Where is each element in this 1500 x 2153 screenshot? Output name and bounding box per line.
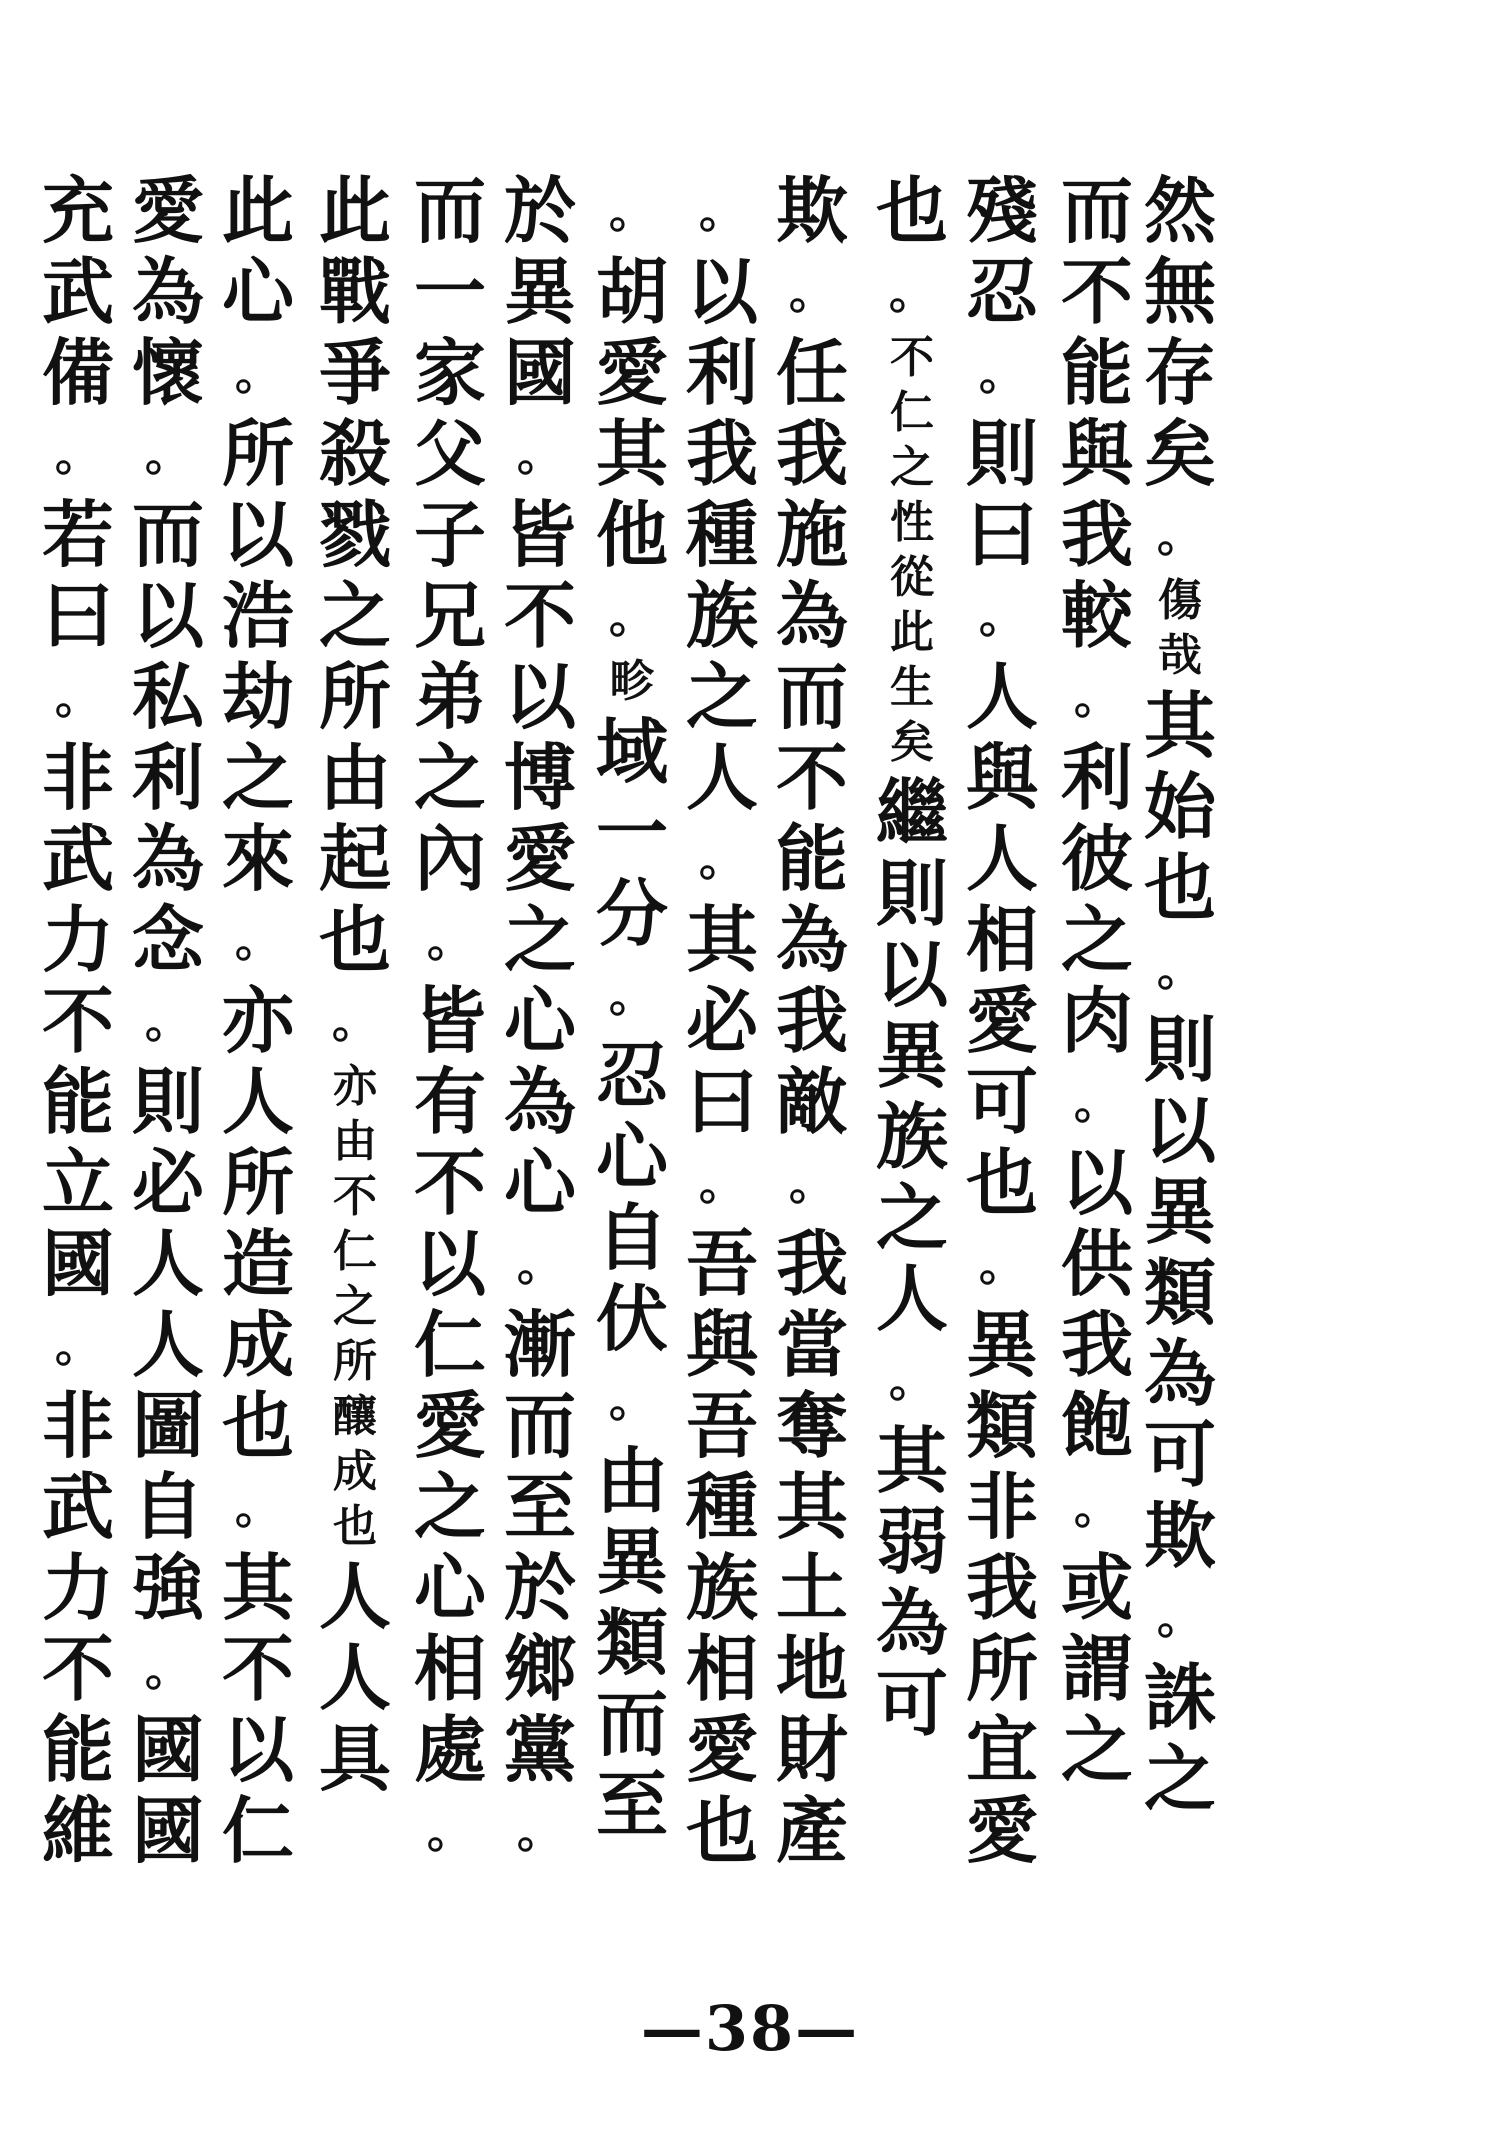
text-character: 一 [595,790,668,875]
punctuation-mark: 。 [235,1480,281,1534]
text-character: 人 [318,1635,391,1720]
text-character: 然 [1143,168,1216,253]
text-character: 弟 [413,654,486,739]
text-character: 心 [503,978,576,1063]
text-character: 必 [131,1140,204,1225]
text-character: 武 [41,1464,114,1549]
text-character: 任 [775,330,848,415]
text-character: 以 [503,654,576,739]
text-character: 曰 [965,492,1038,577]
text-character: 不 [775,735,848,820]
text-character: 與 [685,1302,758,1387]
text-character: 族 [685,573,758,658]
annotation-character: 此 [890,607,934,658]
punctuation-mark: 。 [1157,1590,1203,1644]
text-character: 心 [413,1545,486,1630]
text-character: 為 [131,816,204,901]
text-character: 之 [685,654,758,739]
text-character: 產 [775,1788,848,1873]
text-character: 能 [41,1707,114,1792]
text-character: 愛 [413,1383,486,1468]
text-character: 以 [1143,1088,1216,1173]
text-character: 此 [318,168,391,253]
text-character: 伏 [595,1276,668,1361]
text-character: 他 [595,492,668,577]
text-character: 為 [1143,1331,1216,1416]
text-character: 劫 [221,654,294,739]
text-character: 與 [1060,411,1133,496]
text-character: 我 [775,411,848,496]
text-character: 以 [1060,1140,1133,1225]
text-character: 父 [413,411,486,496]
text-character: 力 [41,897,114,982]
text-character: 矣 [1143,411,1216,496]
punctuation-mark: 。 [1157,508,1203,562]
text-character: 戮 [318,492,391,577]
text-character: 其 [685,897,758,982]
punctuation-mark: 。 [979,1237,1025,1291]
text-character: 族 [875,1094,948,1179]
punctuation-mark: 。 [517,1237,563,1291]
text-character: 以 [685,249,758,334]
text-character: 也 [318,897,391,982]
text-character: 也 [965,1140,1038,1225]
text-character: 謂 [1060,1626,1133,1711]
text-character: 不 [503,573,576,658]
text-character: 類 [1143,1250,1216,1335]
annotation-character: 仁 [333,1226,377,1277]
text-character: 欺 [775,168,848,253]
text-character: 相 [965,897,1038,982]
text-character: 不 [41,978,114,1063]
text-character: 異 [595,1519,668,1604]
annotation-character: 所 [333,1336,377,1387]
text-character: 自 [595,1195,668,1280]
text-character: 人 [318,1554,391,1639]
punctuation-mark: 。 [235,913,281,967]
text-character: 國 [503,330,576,415]
text-character: 存 [1143,330,1216,415]
annotation-character: 成 [333,1446,377,1497]
text-character: 異 [1143,1169,1216,1254]
text-character: 曰 [685,1059,758,1144]
text-character: 吾 [685,1221,758,1306]
text-character: 博 [503,735,576,820]
text-character: 造 [221,1221,294,1306]
annotation-character: 矣 [890,717,934,768]
punctuation-mark: 。 [145,427,191,481]
text-character: 土 [775,1545,848,1630]
text-character: 念 [131,897,204,982]
punctuation-mark: 。 [517,427,563,481]
text-character: 其 [875,1418,948,1503]
punctuation-mark: 。 [55,1318,101,1372]
punctuation-mark: 。 [609,589,655,643]
text-character: 皆 [503,492,576,577]
text-character: 財 [775,1707,848,1792]
text-character: 也 [685,1788,758,1873]
text-character: 所 [318,654,391,739]
punctuation-mark: 。 [699,184,745,238]
punctuation-mark: 。 [699,832,745,886]
punctuation-mark: 。 [1157,942,1203,996]
text-character: 人 [965,816,1038,901]
text-character: 國 [41,1221,114,1306]
text-character: 可 [1143,1412,1216,1497]
text-character: 備 [41,330,114,415]
text-character: 戰 [318,249,391,334]
text-character: 圖 [131,1383,204,1468]
text-character: 可 [965,1059,1038,1144]
text-character: 為 [775,897,848,982]
punctuation-mark: 。 [1074,670,1120,724]
text-character: 則 [965,411,1038,496]
text-character: 相 [685,1626,758,1711]
text-character: 非 [41,1383,114,1468]
annotation-character: 生 [890,662,934,713]
text-character: 浩 [221,573,294,658]
text-character: 種 [685,492,758,577]
text-character: 漸 [503,1302,576,1387]
text-character: 立 [41,1140,114,1225]
text-character: 奪 [775,1383,848,1468]
text-character: 而 [413,168,486,253]
text-character: 之 [221,735,294,820]
text-character: 以 [221,492,294,577]
text-character: 忍 [965,249,1038,334]
text-character: 之 [503,897,576,982]
text-character: 類 [965,1383,1038,1468]
text-character: 由 [595,1438,668,1523]
text-character: 心 [221,249,294,334]
annotation-character: 不 [890,332,934,383]
text-character: 供 [1060,1221,1133,1306]
text-character: 之 [1060,897,1133,982]
text-character: 則 [875,851,948,936]
text-character: 吾 [685,1383,758,1468]
text-character: 胡 [595,249,668,334]
punctuation-mark: 。 [145,994,191,1048]
text-character: 亦 [221,978,294,1063]
text-character: 而 [503,1383,576,1468]
text-character: 不 [413,1140,486,1225]
text-character: 若 [41,492,114,577]
text-character: 也 [221,1383,294,1468]
text-character: 為 [131,249,204,334]
annotation-character: 性 [890,497,934,548]
punctuation-mark: 。 [55,427,101,481]
text-character: 我 [1060,1302,1133,1387]
text-character: 兄 [413,573,486,658]
text-character: 之 [1060,1707,1133,1792]
text-character: 與 [965,735,1038,820]
text-character: 人 [965,654,1038,739]
text-character: 維 [41,1788,114,1873]
text-character: 地 [775,1626,848,1711]
text-character: 所 [221,411,294,496]
punctuation-mark: 。 [609,184,655,238]
text-character: 為 [503,1059,576,1144]
text-character: 相 [413,1626,486,1711]
text-character: 起 [318,816,391,901]
punctuation-mark: 。 [609,968,655,1022]
text-character: 其 [221,1545,294,1630]
text-character: 我 [1060,492,1133,577]
text-character: 之 [875,1175,948,1260]
text-character: 愛 [965,978,1038,1063]
text-character: 人 [131,1221,204,1306]
text-character: 子 [413,492,486,577]
text-character: 愛 [595,330,668,415]
annotation-character: 哉 [1158,630,1202,681]
text-character: 種 [685,1464,758,1549]
text-character: 愛 [965,1788,1038,1873]
text-character: 一 [413,249,486,334]
annotation-character: 畛 [610,656,654,707]
text-character: 於 [503,168,576,253]
text-character: 自 [131,1464,204,1549]
text-character: 愛 [503,816,576,901]
punctuation-mark: 。 [427,913,473,967]
text-character: 以 [413,1221,486,1306]
annotation-character: 不 [333,1171,377,1222]
text-character: 可 [875,1661,948,1746]
text-character: 所 [965,1626,1038,1711]
text-character: 爭 [318,330,391,415]
annotation-character: 仁 [890,387,934,438]
text-character: 宜 [965,1707,1038,1792]
text-character: 愛 [685,1707,758,1792]
text-character: 人 [685,735,758,820]
text-character: 黨 [503,1707,576,1792]
text-character: 之 [1143,1736,1216,1821]
text-character: 為 [775,573,848,658]
text-character: 於 [503,1545,576,1630]
text-character: 懷 [131,330,204,415]
punctuation-mark: 。 [55,670,101,724]
text-character: 國 [131,1707,204,1792]
text-character: 弱 [875,1499,948,1584]
punctuation-mark: 。 [1074,1075,1120,1129]
text-character: 不 [41,1626,114,1711]
text-character: 此 [221,168,294,253]
text-character: 異 [503,249,576,334]
text-character: 人 [131,1302,204,1387]
text-character: 非 [41,735,114,820]
annotation-character: 亦 [333,1061,377,1112]
text-character: 較 [1060,573,1133,658]
text-character: 內 [413,816,486,901]
vertical-text-block [41,168,1343,1968]
text-character: 來 [221,816,294,901]
text-character: 而 [775,654,848,739]
text-character: 必 [685,978,758,1063]
annotation-character: 傷 [1158,575,1202,626]
punctuation-mark: 。 [979,589,1025,643]
text-character: 所 [221,1140,294,1225]
text-character: 類 [595,1600,668,1685]
annotation-character: 從 [890,552,934,603]
text-character: 欺 [1143,1493,1216,1578]
text-character: 不 [221,1626,294,1711]
text-character: 利 [1060,735,1133,820]
text-character: 分 [595,871,668,956]
text-character: 則 [1143,1007,1216,1092]
punctuation-mark: 。 [789,265,835,319]
text-character: 我 [775,978,848,1063]
punctuation-mark: 。 [889,1353,935,1407]
text-character: 非 [965,1464,1038,1549]
text-character: 仁 [221,1788,294,1873]
text-character: 皆 [413,978,486,1063]
text-character: 至 [595,1762,668,1847]
page-number: —38— [640,1992,860,2065]
text-character: 之 [413,735,486,820]
annotation-character: 釀 [333,1391,377,1442]
text-character: 不 [1060,249,1133,334]
text-character: 有 [413,1059,486,1144]
text-character: 具 [318,1716,391,1801]
text-character: 以 [875,932,948,1017]
text-character: 人 [875,1256,948,1341]
text-character: 族 [685,1545,758,1630]
text-character: 殺 [318,411,391,496]
text-character: 曰 [41,573,114,658]
punctuation-mark: 。 [889,265,935,319]
text-character: 肉 [1060,978,1133,1063]
text-character: 私 [131,654,204,739]
text-character: 處 [413,1707,486,1792]
text-character: 無 [1143,249,1216,334]
text-character: 而 [131,492,204,577]
text-character: 始 [1143,764,1216,849]
punctuation-mark: 。 [789,1156,835,1210]
text-character: 忍 [595,1033,668,1118]
text-character: 而 [595,1681,668,1766]
text-character: 武 [41,816,114,901]
text-character: 其 [595,411,668,496]
punctuation-mark: 。 [609,1373,655,1427]
text-character: 成 [221,1302,294,1387]
text-character: 其 [1143,683,1216,768]
text-character: 為 [875,1580,948,1665]
punctuation-mark: 。 [699,1156,745,1210]
annotation-character: 之 [333,1281,377,1332]
punctuation-mark: 。 [517,1804,563,1858]
text-character: 繼 [875,770,948,855]
text-character: 之 [413,1464,486,1549]
text-character: 心 [595,1114,668,1199]
text-character: 武 [41,249,114,334]
punctuation-mark: 。 [332,994,378,1048]
text-character: 異 [875,1013,948,1098]
text-character: 能 [775,816,848,901]
text-character: 敵 [775,1059,848,1144]
text-character: 當 [775,1302,848,1387]
annotation-character: 由 [333,1116,377,1167]
text-character: 域 [595,709,668,794]
text-character: 殘 [965,168,1038,253]
text-character: 愛 [131,168,204,253]
text-character: 我 [965,1545,1038,1630]
text-character: 利 [685,330,758,415]
text-character: 力 [41,1545,114,1630]
text-character: 誅 [1143,1655,1216,1740]
text-character: 以 [221,1707,294,1792]
text-character: 或 [1060,1545,1133,1630]
punctuation-mark: 。 [145,1642,191,1696]
text-character: 以 [131,573,204,658]
text-character: 利 [131,735,204,820]
text-character: 施 [775,492,848,577]
text-character: 家 [413,330,486,415]
annotation-character: 之 [890,442,934,493]
text-character: 我 [775,1221,848,1306]
text-character: 也 [875,168,948,253]
text-character: 則 [131,1059,204,1144]
text-character: 而 [1060,168,1133,253]
text-character: 能 [41,1059,114,1144]
text-character: 強 [131,1545,204,1630]
text-character: 由 [318,735,391,820]
text-character: 至 [503,1464,576,1549]
text-character: 我 [685,411,758,496]
text-character: 彼 [1060,816,1133,901]
text-character: 也 [1143,845,1216,930]
text-character: 其 [775,1464,848,1549]
text-character: 充 [41,168,114,253]
text-character: 能 [1060,330,1133,415]
punctuation-mark: 。 [235,346,281,400]
text-character: 國 [131,1788,204,1873]
text-character: 異 [965,1302,1038,1387]
punctuation-mark: 。 [979,346,1025,400]
annotation-character: 也 [333,1501,377,1552]
text-character: 人 [221,1059,294,1144]
text-character: 之 [318,573,391,658]
text-character: 心 [503,1140,576,1225]
text-character: 仁 [413,1302,486,1387]
text-character: 鄉 [503,1626,576,1711]
punctuation-mark: 。 [1074,1480,1120,1534]
punctuation-mark: 。 [427,1804,473,1858]
text-character: 飽 [1060,1383,1133,1468]
